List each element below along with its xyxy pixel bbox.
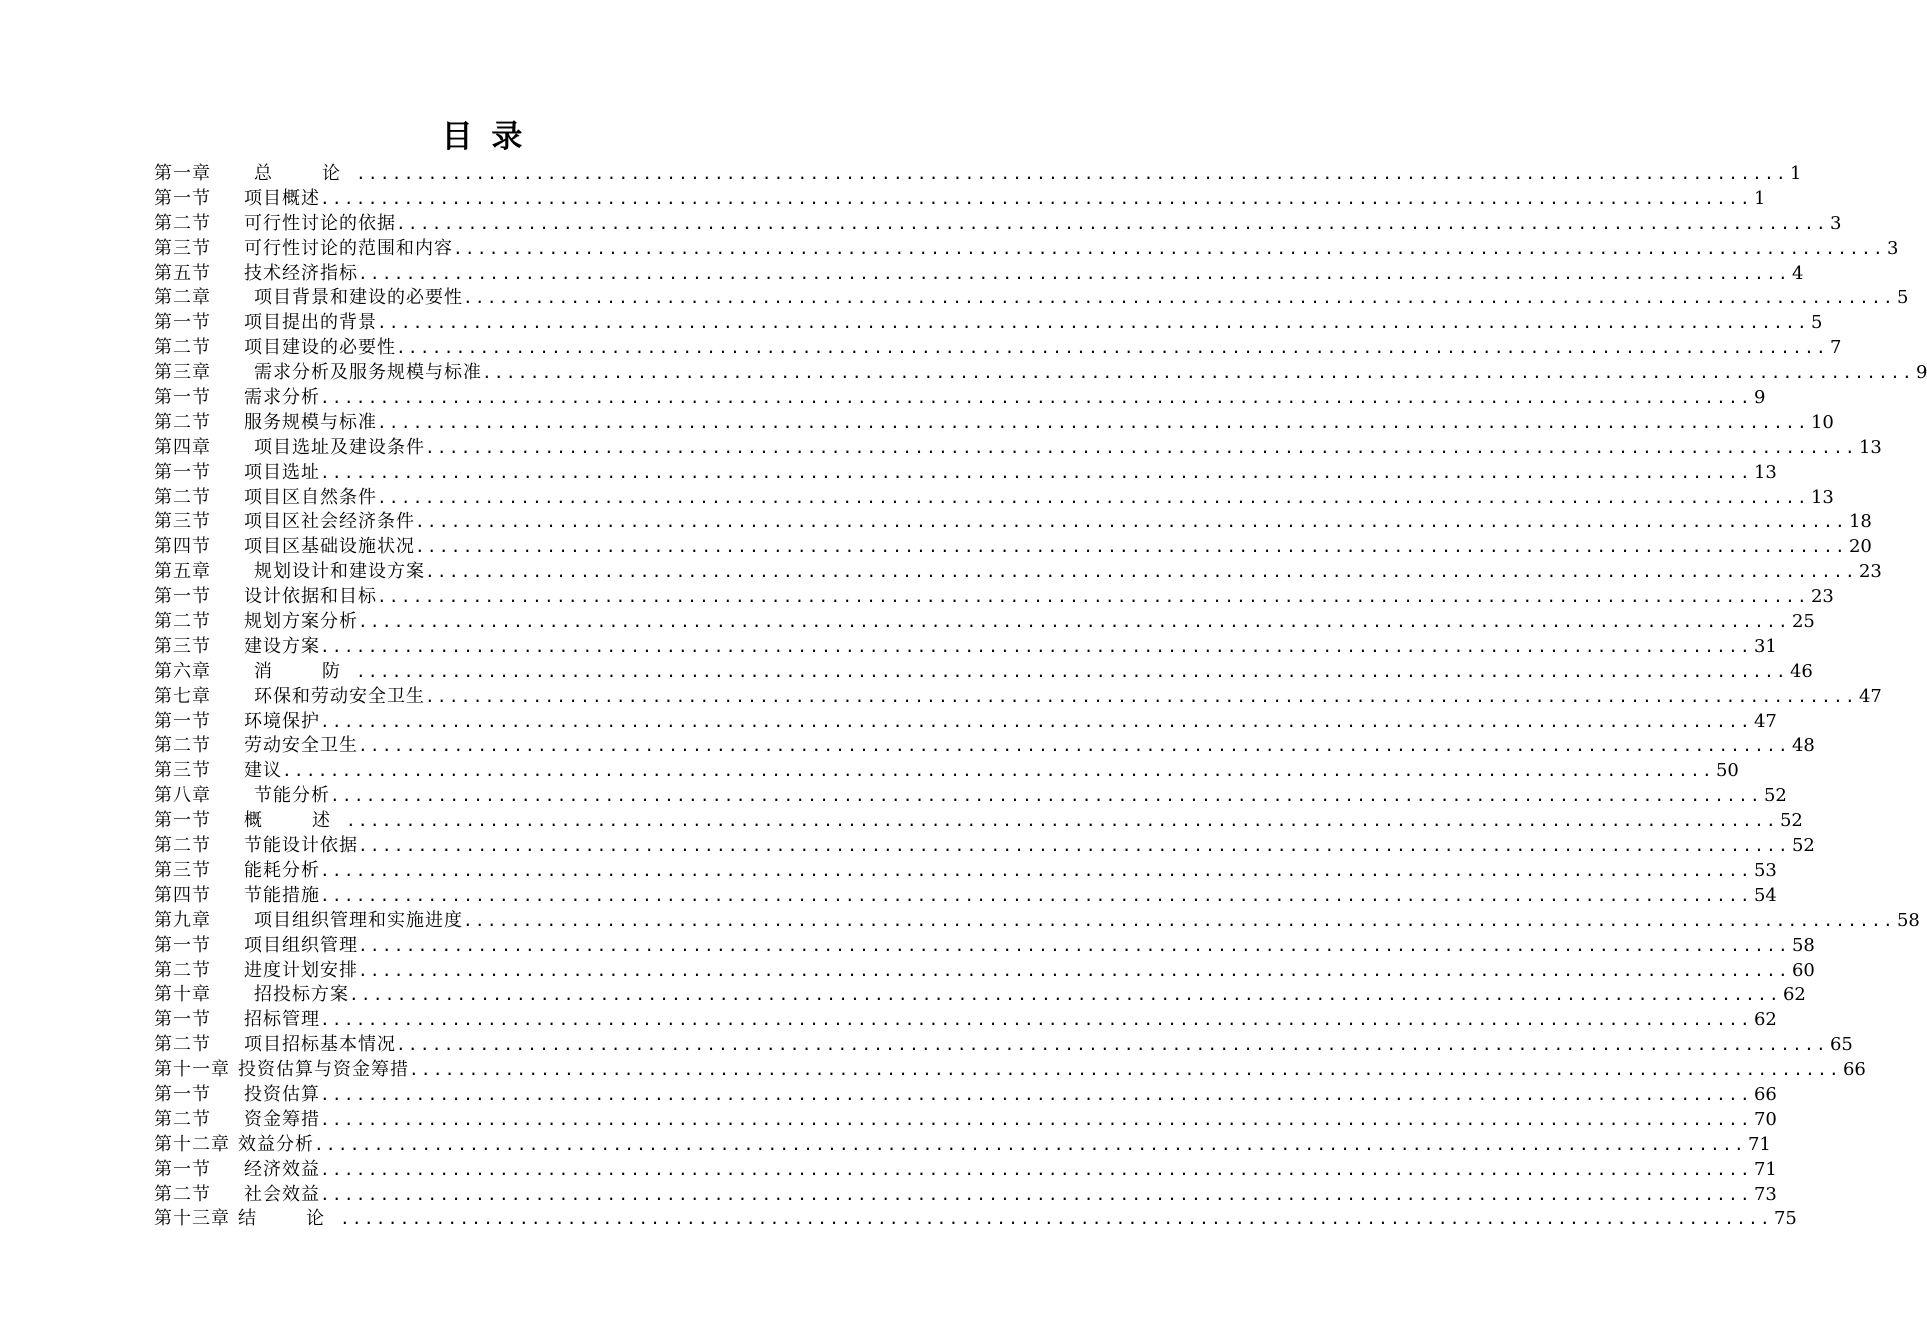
toc-entry[interactable]: [154, 1008, 1777, 1033]
toc-entry-page: 25: [1791, 611, 1815, 633]
toc-entry-title: 需求分析及服务规模与标准: [254, 362, 482, 384]
toc-entry-label: 第一节: [154, 586, 211, 608]
toc-entry[interactable]: [154, 610, 1815, 635]
toc-entry-title: 节能措施: [244, 884, 320, 906]
toc-dot-leader: ........................................................................................................................: [463, 288, 1895, 308]
toc-entry[interactable]: [154, 361, 1927, 386]
toc-entry[interactable]: [154, 386, 1766, 411]
toc-entry-label: 第一节: [154, 710, 211, 732]
toc-entry-title: 服务规模与标准: [244, 411, 377, 433]
toc-entry[interactable]: [154, 585, 1834, 610]
toc-entry-label: 第二节: [154, 337, 211, 359]
toc-entry-title: 技术经济指标: [244, 262, 358, 284]
toc-entry-label: 第一节: [154, 1009, 211, 1031]
toc-entry[interactable]: [154, 1083, 1777, 1108]
toc-entry-title: 投资估算: [244, 1083, 320, 1105]
toc-entry-label: 第二节: [154, 959, 211, 981]
toc-entry-title: 消 防: [254, 660, 356, 682]
toc-entry[interactable]: [154, 710, 1777, 735]
toc-entry-page: 52: [1779, 810, 1803, 832]
toc-entry[interactable]: [154, 685, 1882, 710]
toc-entry-page: 58: [1896, 909, 1920, 931]
toc-entry-title: 进度计划安排: [244, 959, 358, 981]
toc-dot-leader: ........................................................................................................................: [320, 636, 1752, 656]
toc-entry[interactable]: [154, 311, 1823, 336]
toc-entry-page: 1: [1789, 163, 1802, 184]
toc-dot-leader: ........................................................................................................................: [320, 1109, 1752, 1129]
toc-dot-leader: ........................................................................................................................: [425, 437, 1857, 457]
toc-entry[interactable]: [154, 1183, 1777, 1208]
toc-entry-label: 第十一章: [154, 1059, 230, 1081]
toc-entry-label: 第二节: [154, 212, 211, 234]
toc-dot-leader: ........................................................................................................................: [396, 1035, 1828, 1055]
toc-entry-label: 第二节: [154, 1183, 211, 1205]
toc-entry-page: 3: [1886, 237, 1899, 259]
toc-entry[interactable]: [154, 461, 1777, 486]
toc-entry-page: 46: [1789, 660, 1813, 682]
toc-entry-label: 第二节: [154, 486, 211, 508]
toc-dot-leader: ........................................................................................................................: [377, 313, 1809, 333]
toc-entry-title: 项目区社会经济条件: [244, 511, 415, 533]
toc-entry-title: 项目招标基本情况: [244, 1034, 396, 1056]
toc-dot-leader: ........................................................................................................................: [330, 786, 1762, 806]
toc-entry-label: 第一节: [154, 934, 211, 956]
toc-entry-title: 项目概述: [244, 187, 320, 209]
toc-entry-label: 第四节: [154, 536, 211, 558]
toc-dot-leader: ........................................................................................................................: [320, 711, 1752, 731]
toc-entry-title: 社会效益: [244, 1183, 320, 1205]
toc-dot-leader: ........................................................................................................................: [358, 263, 1790, 283]
toc-entry[interactable]: [154, 486, 1834, 511]
toc-entry[interactable]: [154, 187, 1766, 212]
toc-entry-title: 项目建设的必要性: [244, 337, 396, 359]
toc-entry-label: 第十三章: [154, 1208, 230, 1230]
toc-entry[interactable]: [154, 759, 1739, 784]
toc-dot-leader: ........................................................................................................................: [320, 860, 1752, 880]
toc-entry-page: 66: [1753, 1083, 1777, 1105]
toc-entry-title: 效益分析: [238, 1133, 314, 1155]
toc-entry-title: 建议: [244, 760, 282, 782]
toc-entry-label: 第六章: [154, 660, 211, 682]
toc-entry-title: 设计依据和目标: [244, 586, 377, 608]
toc-entry-title: 项目选址及建设条件: [254, 436, 425, 458]
toc-dot-leader: ........................................................................................................................: [409, 1060, 1841, 1080]
toc-entry[interactable]: [154, 237, 1899, 262]
toc-entry-page: 70: [1753, 1108, 1777, 1130]
toc-entry-title: 需求分析: [244, 387, 320, 409]
toc-entry-label: 第九章: [154, 909, 211, 931]
toc-dot-leader: ........................................................................................................................: [377, 587, 1809, 607]
toc-dot-leader: ........................................................................................................................: [463, 910, 1895, 930]
toc-dot-leader: ........................................................................................................................: [320, 885, 1752, 905]
toc-entry[interactable]: [154, 1133, 1771, 1158]
toc-entry-title: 项目组织管理和实施进度: [254, 909, 463, 931]
toc-title: 目 录: [441, 119, 527, 155]
toc-entry-title: 概 述: [244, 810, 346, 832]
toc-entry[interactable]: [154, 1158, 1777, 1183]
toc-entry-page: 53: [1753, 859, 1777, 881]
toc-dot-leader: ........................................................................................................................: [415, 512, 1847, 532]
toc-entry-label: 第二节: [154, 735, 211, 757]
toc-entry-label: 第二节: [154, 611, 211, 633]
toc-entry-page: 60: [1791, 959, 1815, 981]
toc-entry-page: 20: [1848, 536, 1872, 558]
toc-list: [154, 162, 1927, 1232]
toc-dot-leader: ........................................................................................................................: [320, 388, 1752, 408]
toc-entry-label: 第四章: [154, 436, 211, 458]
toc-dot-leader: ........................................................................................................................: [349, 985, 1781, 1005]
toc-entry[interactable]: [154, 162, 1802, 187]
toc-entry[interactable]: [154, 859, 1777, 884]
toc-entry-page: 50: [1715, 760, 1739, 782]
toc-entry-title: 环保和劳动安全卫生: [254, 685, 425, 707]
toc-entry-label: 第四节: [154, 884, 211, 906]
toc-dot-leader: ........................................................................................................................: [320, 1010, 1752, 1030]
toc-entry[interactable]: [154, 983, 1806, 1008]
toc-dot-leader: ........................................................................................................................: [320, 1084, 1752, 1104]
toc-entry[interactable]: [154, 535, 1872, 560]
toc-entry-page: 65: [1829, 1034, 1853, 1056]
toc-entry-page: 10: [1810, 411, 1834, 433]
toc-entry-label: 第七章: [154, 685, 211, 707]
toc-entry-page: 23: [1810, 586, 1834, 608]
toc-entry-page: 9: [1915, 362, 1927, 384]
toc-dot-leader: ........................................................................................................................: [358, 935, 1790, 955]
toc-entry-title: 总 论: [254, 163, 356, 184]
toc-entry-label: 第三节: [154, 635, 211, 657]
toc-entry-title: 项目区自然条件: [244, 486, 377, 508]
toc-entry-title: 招投标方案: [254, 984, 349, 1006]
toc-entry[interactable]: [154, 510, 1872, 535]
toc-entry[interactable]: [154, 262, 1804, 287]
toc-entry-title: 项目选址: [244, 461, 320, 483]
toc-dot-leader: ........................................................................................................................: [320, 1184, 1752, 1204]
toc-dot-leader: ........................................................................................................................: [415, 537, 1847, 557]
toc-dot-leader: ........................................................................................................................: [356, 164, 1788, 183]
toc-entry-page: 73: [1753, 1183, 1777, 1205]
toc-entry-page: 62: [1753, 1009, 1777, 1031]
toc-entry[interactable]: [154, 734, 1815, 759]
toc-entry-label: 第三节: [154, 760, 211, 782]
toc-dot-leader: ........................................................................................................................: [320, 188, 1752, 208]
toc-dot-leader: ........................................................................................................................: [314, 1134, 1746, 1154]
toc-dot-leader: ........................................................................................................................: [346, 811, 1778, 831]
toc-entry-label: 第二节: [154, 835, 211, 857]
toc-entry-page: 75: [1773, 1208, 1797, 1230]
toc-entry-title: 结 论: [238, 1208, 340, 1230]
toc-entry-page: 1: [1753, 187, 1766, 209]
toc-entry-label: 第一节: [154, 1083, 211, 1105]
toc-dot-leader: ........................................................................................................................: [356, 661, 1788, 681]
toc-entry-label: 第一节: [154, 461, 211, 483]
toc-entry-label: 第一节: [154, 312, 211, 334]
toc-entry[interactable]: [154, 809, 1803, 834]
toc-entry-label: 第八章: [154, 785, 211, 807]
toc-dot-leader: ........................................................................................................................: [358, 736, 1790, 756]
toc-dot-leader: ........................................................................................................................: [358, 612, 1790, 632]
toc-entry[interactable]: [154, 1058, 1866, 1083]
toc-entry-title: 环境保护: [244, 710, 320, 732]
toc-entry[interactable]: [154, 934, 1815, 959]
toc-entry-page: 5: [1810, 312, 1823, 334]
toc-entry-page: 13: [1810, 486, 1834, 508]
toc-entry-label: 第三节: [154, 511, 211, 533]
toc-entry-title: 经济效益: [244, 1158, 320, 1180]
toc-entry-title: 可行性讨论的依据: [244, 212, 396, 234]
toc-entry-page: 52: [1791, 835, 1815, 857]
toc-dot-leader: ........................................................................................................................: [396, 213, 1828, 233]
toc-entry-page: 62: [1782, 984, 1806, 1006]
toc-entry-title: 投资估算与资金筹措: [238, 1059, 409, 1081]
toc-entry-label: 第一章: [154, 163, 211, 184]
toc-entry-page: 3: [1829, 212, 1842, 234]
toc-entry-page: 13: [1753, 461, 1777, 483]
toc-entry[interactable]: [154, 884, 1777, 909]
toc-entry[interactable]: [154, 336, 1842, 361]
toc-entry-page: 13: [1858, 436, 1882, 458]
toc-entry-page: 66: [1842, 1059, 1866, 1081]
toc-entry-page: 58: [1791, 934, 1815, 956]
toc-entry[interactable]: [154, 411, 1834, 436]
toc-entry[interactable]: [154, 909, 1920, 934]
toc-entry-title: 节能设计依据: [244, 835, 358, 857]
toc-entry-label: 第二章: [154, 287, 211, 309]
toc-entry-title: 节能分析: [254, 785, 330, 807]
toc-entry-page: 71: [1747, 1133, 1771, 1155]
toc-entry[interactable]: [154, 1108, 1777, 1133]
toc-entry-title: 项目组织管理: [244, 934, 358, 956]
toc-entry[interactable]: [154, 1033, 1853, 1058]
toc-entry-title: 劳动安全卫生: [244, 735, 358, 757]
toc-entry-label: 第一节: [154, 810, 211, 832]
toc-entry[interactable]: [154, 286, 1909, 311]
toc-entry-page: 52: [1763, 785, 1787, 807]
toc-dot-leader: ........................................................................................................................: [358, 960, 1790, 980]
toc-entry-title: 能耗分析: [244, 859, 320, 881]
toc-entry-label: 第十章: [154, 984, 211, 1006]
toc-dot-leader: ........................................................................................................................: [282, 761, 1714, 781]
toc-entry-title: 规划方案分析: [244, 611, 358, 633]
toc-dot-leader: ........................................................................................................................: [320, 462, 1752, 482]
toc-dot-leader: ........................................................................................................................: [482, 363, 1914, 383]
toc-dot-leader: ........................................................................................................................: [340, 1209, 1772, 1229]
toc-entry-label: 第三节: [154, 859, 211, 881]
toc-entry-title: 项目区基础设施状况: [244, 536, 415, 558]
toc-entry-title: 建设方案: [244, 635, 320, 657]
toc-entry-label: 第三章: [154, 362, 211, 384]
toc-entry-label: 第一节: [154, 387, 211, 409]
toc-entry-page: 47: [1753, 710, 1777, 732]
toc-entry[interactable]: [154, 436, 1882, 461]
toc-entry-title: 项目提出的背景: [244, 312, 377, 334]
toc-entry-title: 资金筹措: [244, 1108, 320, 1130]
toc-entry-title: 项目背景和建设的必要性: [254, 287, 463, 309]
toc-entry-title: 可行性讨论的范围和内容: [244, 237, 453, 259]
toc-entry-label: 第一节: [154, 187, 211, 209]
toc-dot-leader: ........................................................................................................................: [425, 686, 1857, 706]
toc-entry-label: 第三节: [154, 237, 211, 259]
toc-entry-label: 第五章: [154, 561, 211, 583]
toc-entry-title: 规划设计和建设方案: [254, 561, 425, 583]
toc-entry-label: 第五节: [154, 262, 211, 284]
toc-entry-page: 31: [1753, 635, 1777, 657]
toc-entry-page: 4: [1791, 262, 1804, 284]
toc-entry[interactable]: [154, 959, 1815, 984]
toc-entry-page: 71: [1753, 1158, 1777, 1180]
toc-entry-title: 招标管理: [244, 1009, 320, 1031]
toc-entry-label: 第十二章: [154, 1133, 230, 1155]
toc-entry-page: 54: [1753, 884, 1777, 906]
toc-entry-page: 48: [1791, 735, 1815, 757]
toc-dot-leader: ........................................................................................................................: [377, 412, 1809, 432]
toc-entry[interactable]: [154, 635, 1777, 660]
toc-entry[interactable]: [154, 784, 1787, 809]
toc-entry-page: 18: [1848, 511, 1872, 533]
toc-entry-page: 9: [1753, 387, 1766, 409]
toc-entry-label: 第一节: [154, 1158, 211, 1180]
toc-dot-leader: ........................................................................................................................: [320, 1159, 1752, 1179]
toc-entry-page: 47: [1858, 685, 1882, 707]
toc-entry-page: 23: [1858, 561, 1882, 583]
toc-entry-label: 第二节: [154, 411, 211, 433]
toc-entry[interactable]: [154, 1207, 1797, 1232]
toc-entry-label: 第二节: [154, 1108, 211, 1130]
toc-entry-page: 5: [1896, 287, 1909, 309]
toc-entry[interactable]: [154, 660, 1813, 685]
toc-dot-leader: ........................................................................................................................: [453, 238, 1885, 258]
toc-entry-label: 第二节: [154, 1034, 211, 1056]
toc-dot-leader: ........................................................................................................................: [396, 338, 1828, 358]
toc-entry[interactable]: [154, 834, 1815, 859]
toc-dot-leader: ........................................................................................................................: [425, 562, 1857, 582]
toc-dot-leader: ........................................................................................................................: [377, 487, 1809, 507]
toc-entry[interactable]: [154, 560, 1882, 585]
toc-entry[interactable]: [154, 212, 1842, 237]
toc-entry-page: 7: [1829, 337, 1842, 359]
toc-dot-leader: ........................................................................................................................: [358, 836, 1790, 856]
